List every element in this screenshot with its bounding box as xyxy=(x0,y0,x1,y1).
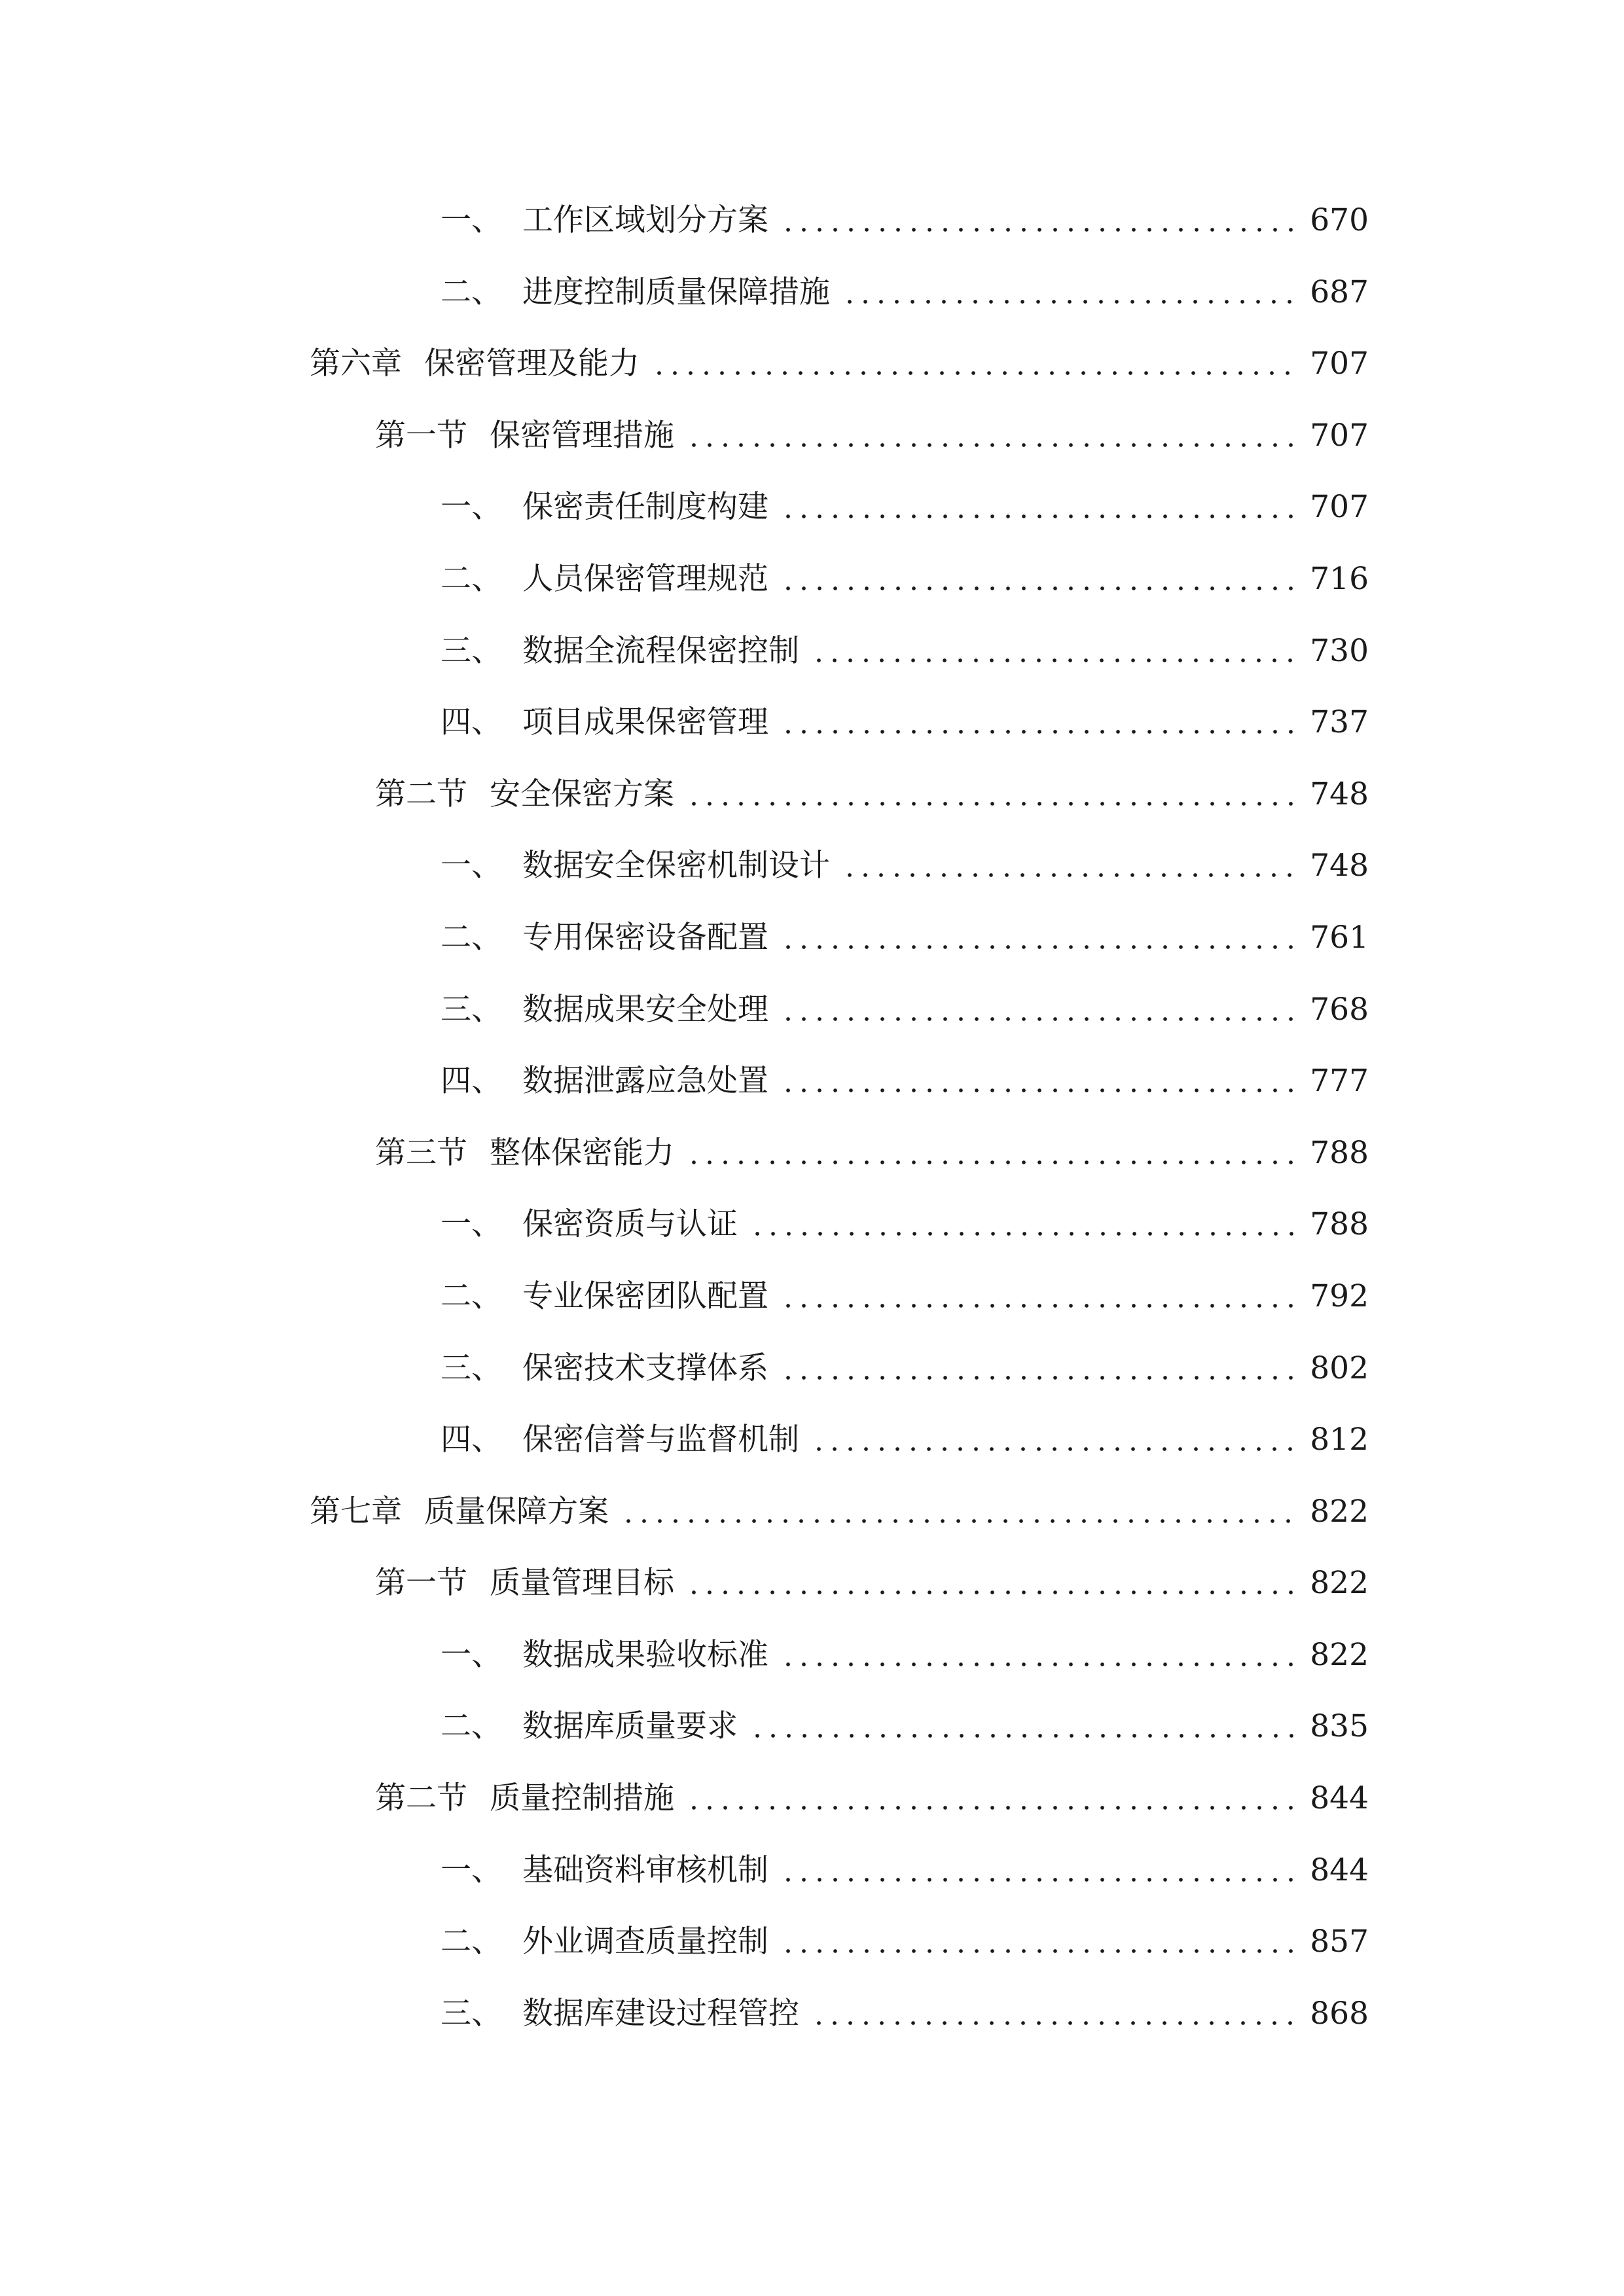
toc-entry-title: 保密管理及能力 xyxy=(424,346,640,382)
toc-entry-subsection[interactable] xyxy=(0,687,1624,759)
toc-entry-number: 四、 xyxy=(441,1422,502,1458)
toc-entry-title: 数据全流程保密控制 xyxy=(522,632,799,669)
toc-entry-section[interactable] xyxy=(0,759,1624,831)
toc-entry-page-number: 812 xyxy=(1310,1422,1369,1458)
toc-entry-row xyxy=(441,543,1369,615)
toc-entry-subsection[interactable] xyxy=(0,185,1624,257)
toc-entry-title: 质量管理目标 xyxy=(490,1565,674,1602)
toc-entry-subsection[interactable] xyxy=(0,1691,1624,1763)
table-of-contents xyxy=(0,185,1624,2049)
toc-entry-page-number: 707 xyxy=(1310,417,1369,454)
toc-entry-row xyxy=(441,830,1369,902)
toc-entry-page-number: 716 xyxy=(1310,560,1369,597)
toc-entry-subsection[interactable] xyxy=(0,1404,1624,1476)
toc-entry-number: 二、 xyxy=(441,1708,502,1745)
toc-entry-title: 保密管理措施 xyxy=(490,417,674,454)
dot-leader xyxy=(646,328,1306,400)
toc-entry-subsection[interactable] xyxy=(0,1045,1624,1117)
toc-entry-row xyxy=(441,1978,1369,2050)
toc-entry-title: 人员保密管理规范 xyxy=(522,560,768,597)
toc-entry-number: 第二节 xyxy=(375,1780,467,1817)
toc-entry-number: 三、 xyxy=(441,991,502,1028)
toc-entry-number: 一、 xyxy=(441,489,502,526)
toc-entry-number: 第二节 xyxy=(375,776,467,812)
toc-entry-row xyxy=(441,1333,1369,1405)
toc-entry-page-number: 761 xyxy=(1310,919,1369,956)
toc-entry-page-number: 822 xyxy=(1310,1493,1369,1530)
toc-entry-title: 基础资料审核机制 xyxy=(522,1852,768,1888)
toc-entry-title: 数据库质量要求 xyxy=(522,1708,738,1745)
toc-entry-row xyxy=(441,687,1369,759)
toc-entry-section[interactable] xyxy=(0,1763,1624,1835)
toc-entry-title: 保密信誉与监督机制 xyxy=(522,1422,799,1458)
toc-entry-subsection[interactable] xyxy=(0,1978,1624,2050)
toc-entry-title: 数据库建设过程管控 xyxy=(522,1995,799,2032)
toc-entry-row xyxy=(375,400,1369,472)
toc-entry-title: 外业调查质量控制 xyxy=(522,1924,768,1960)
toc-entry-row xyxy=(441,185,1369,257)
toc-entry-page-number: 670 xyxy=(1310,202,1369,238)
toc-entry-subsection[interactable] xyxy=(0,974,1624,1046)
toc-entry-page-number: 788 xyxy=(1310,1206,1369,1243)
toc-entry-row xyxy=(375,759,1369,831)
dot-leader xyxy=(775,687,1306,759)
toc-entry-subsection[interactable] xyxy=(0,902,1624,974)
toc-entry-row xyxy=(441,902,1369,974)
toc-entry-section[interactable] xyxy=(0,1117,1624,1189)
toc-entry-title: 工作区域划分方案 xyxy=(522,202,768,238)
toc-entry-chapter[interactable] xyxy=(0,328,1624,400)
toc-entry-title: 数据成果安全处理 xyxy=(522,991,768,1028)
toc-entry-number: 一、 xyxy=(441,1852,502,1888)
dot-leader xyxy=(681,400,1306,472)
toc-entry-row xyxy=(441,1619,1369,1691)
toc-entry-page-number: 777 xyxy=(1310,1063,1369,1100)
toc-entry-row xyxy=(441,1691,1369,1763)
toc-entry-number: 二、 xyxy=(441,919,502,956)
dot-leader xyxy=(744,1189,1306,1261)
toc-entry-page-number: 868 xyxy=(1310,1995,1369,2032)
toc-entry-page-number: 730 xyxy=(1310,632,1369,669)
dot-leader xyxy=(775,1045,1306,1117)
toc-entry-subsection[interactable] xyxy=(0,830,1624,902)
dot-leader xyxy=(806,1404,1306,1476)
dot-leader xyxy=(775,1619,1306,1691)
toc-entry-number: 第六章 xyxy=(310,346,402,382)
toc-entry-page-number: 844 xyxy=(1310,1780,1369,1817)
toc-entry-title: 保密技术支撑体系 xyxy=(522,1350,768,1386)
dot-leader xyxy=(775,471,1306,543)
toc-entry-number: 一、 xyxy=(441,202,502,238)
dot-leader xyxy=(775,1835,1306,1907)
dot-leader xyxy=(775,1333,1306,1405)
toc-entry-page-number: 844 xyxy=(1310,1852,1369,1888)
toc-entry-number: 三、 xyxy=(441,1350,502,1386)
toc-entry-page-number: 822 xyxy=(1310,1636,1369,1673)
toc-entry-subsection[interactable] xyxy=(0,1619,1624,1691)
toc-entry-title: 专用保密设备配置 xyxy=(522,919,768,956)
dot-leader xyxy=(681,759,1306,831)
toc-entry-row xyxy=(441,1835,1369,1907)
toc-entry-number: 三、 xyxy=(441,632,502,669)
toc-entry-subsection[interactable] xyxy=(0,257,1624,329)
dot-leader xyxy=(775,543,1306,615)
toc-entry-subsection[interactable] xyxy=(0,1835,1624,1907)
toc-entry-page-number: 802 xyxy=(1310,1350,1369,1386)
toc-entry-subsection[interactable] xyxy=(0,471,1624,543)
toc-entry-row xyxy=(375,1763,1369,1835)
toc-entry-number: 二、 xyxy=(441,1278,502,1314)
toc-entry-title: 安全保密方案 xyxy=(490,776,674,812)
toc-entry-title: 数据泄露应急处置 xyxy=(522,1063,768,1100)
toc-entry-number: 一、 xyxy=(441,848,502,884)
toc-entry-title: 数据成果验收标准 xyxy=(522,1636,768,1673)
toc-entry-row xyxy=(441,1906,1369,1978)
toc-entry-number: 二、 xyxy=(441,274,502,310)
toc-entry-row xyxy=(375,1117,1369,1189)
toc-entry-row xyxy=(375,1547,1369,1619)
toc-entry-row xyxy=(441,257,1369,329)
toc-entry-row xyxy=(310,1476,1369,1548)
dot-leader xyxy=(806,1978,1306,2050)
toc-entry-title: 保密责任制度构建 xyxy=(522,489,768,526)
toc-entry-title: 进度控制质量保障措施 xyxy=(522,274,830,310)
toc-entry-row xyxy=(441,1189,1369,1261)
toc-entry-number: 三、 xyxy=(441,1995,502,2032)
toc-entry-row xyxy=(441,1404,1369,1476)
dot-leader xyxy=(775,185,1306,257)
toc-entry-page-number: 748 xyxy=(1310,776,1369,812)
toc-entry-title: 质量控制措施 xyxy=(490,1780,674,1817)
dot-leader xyxy=(775,974,1306,1046)
toc-entry-chapter[interactable] xyxy=(0,1476,1624,1548)
toc-entry-page-number: 748 xyxy=(1310,848,1369,884)
toc-entry-page-number: 822 xyxy=(1310,1565,1369,1602)
toc-entry-number: 四、 xyxy=(441,704,502,741)
toc-entry-title: 专业保密团队配置 xyxy=(522,1278,768,1314)
toc-entry-row xyxy=(441,974,1369,1046)
dot-leader xyxy=(681,1763,1306,1835)
toc-entry-title: 项目成果保密管理 xyxy=(522,704,768,741)
toc-entry-row xyxy=(441,1261,1369,1333)
dot-leader xyxy=(775,1906,1306,1978)
toc-entry-number: 第三节 xyxy=(375,1134,467,1171)
toc-entry-title: 数据安全保密机制设计 xyxy=(522,848,830,884)
dot-leader xyxy=(615,1476,1306,1548)
dot-leader xyxy=(744,1691,1306,1763)
toc-entry-number: 二、 xyxy=(441,560,502,597)
toc-entry-section[interactable] xyxy=(0,400,1624,472)
toc-entry-title: 质量保障方案 xyxy=(424,1493,609,1530)
toc-entry-number: 第七章 xyxy=(310,1493,402,1530)
dot-leader xyxy=(681,1117,1306,1189)
toc-entry-number: 第一节 xyxy=(375,417,467,454)
toc-entry-subsection[interactable] xyxy=(0,615,1624,687)
toc-entry-title: 整体保密能力 xyxy=(490,1134,674,1171)
toc-entry-row xyxy=(310,328,1369,400)
toc-entry-row xyxy=(441,615,1369,687)
toc-entry-page-number: 707 xyxy=(1310,346,1369,382)
toc-entry-title: 保密资质与认证 xyxy=(522,1206,738,1243)
toc-entry-row xyxy=(441,1045,1369,1117)
toc-entry-number: 一、 xyxy=(441,1206,502,1243)
toc-entry-page-number: 687 xyxy=(1310,274,1369,310)
toc-entry-page-number: 792 xyxy=(1310,1278,1369,1314)
toc-entry-number: 四、 xyxy=(441,1063,502,1100)
dot-leader xyxy=(775,902,1306,974)
toc-entry-number: 二、 xyxy=(441,1924,502,1960)
toc-entry-page-number: 788 xyxy=(1310,1134,1369,1171)
dot-leader xyxy=(806,615,1306,687)
toc-entry-page-number: 768 xyxy=(1310,991,1369,1028)
toc-entry-page-number: 707 xyxy=(1310,489,1369,526)
toc-entry-page-number: 737 xyxy=(1310,704,1369,741)
toc-entry-subsection[interactable] xyxy=(0,1906,1624,1978)
dot-leader xyxy=(837,830,1306,902)
toc-entry-page-number: 857 xyxy=(1310,1924,1369,1960)
toc-entry-number: 一、 xyxy=(441,1636,502,1673)
toc-entry-section[interactable] xyxy=(0,1547,1624,1619)
toc-entry-subsection[interactable] xyxy=(0,543,1624,615)
toc-entry-row xyxy=(441,471,1369,543)
dot-leader xyxy=(775,1261,1306,1333)
toc-entry-page-number: 835 xyxy=(1310,1708,1369,1745)
toc-entry-subsection[interactable] xyxy=(0,1333,1624,1405)
dot-leader xyxy=(681,1547,1306,1619)
toc-entry-subsection[interactable] xyxy=(0,1261,1624,1333)
toc-entry-number: 第一节 xyxy=(375,1565,467,1602)
dot-leader xyxy=(837,257,1306,329)
toc-entry-subsection[interactable] xyxy=(0,1189,1624,1261)
